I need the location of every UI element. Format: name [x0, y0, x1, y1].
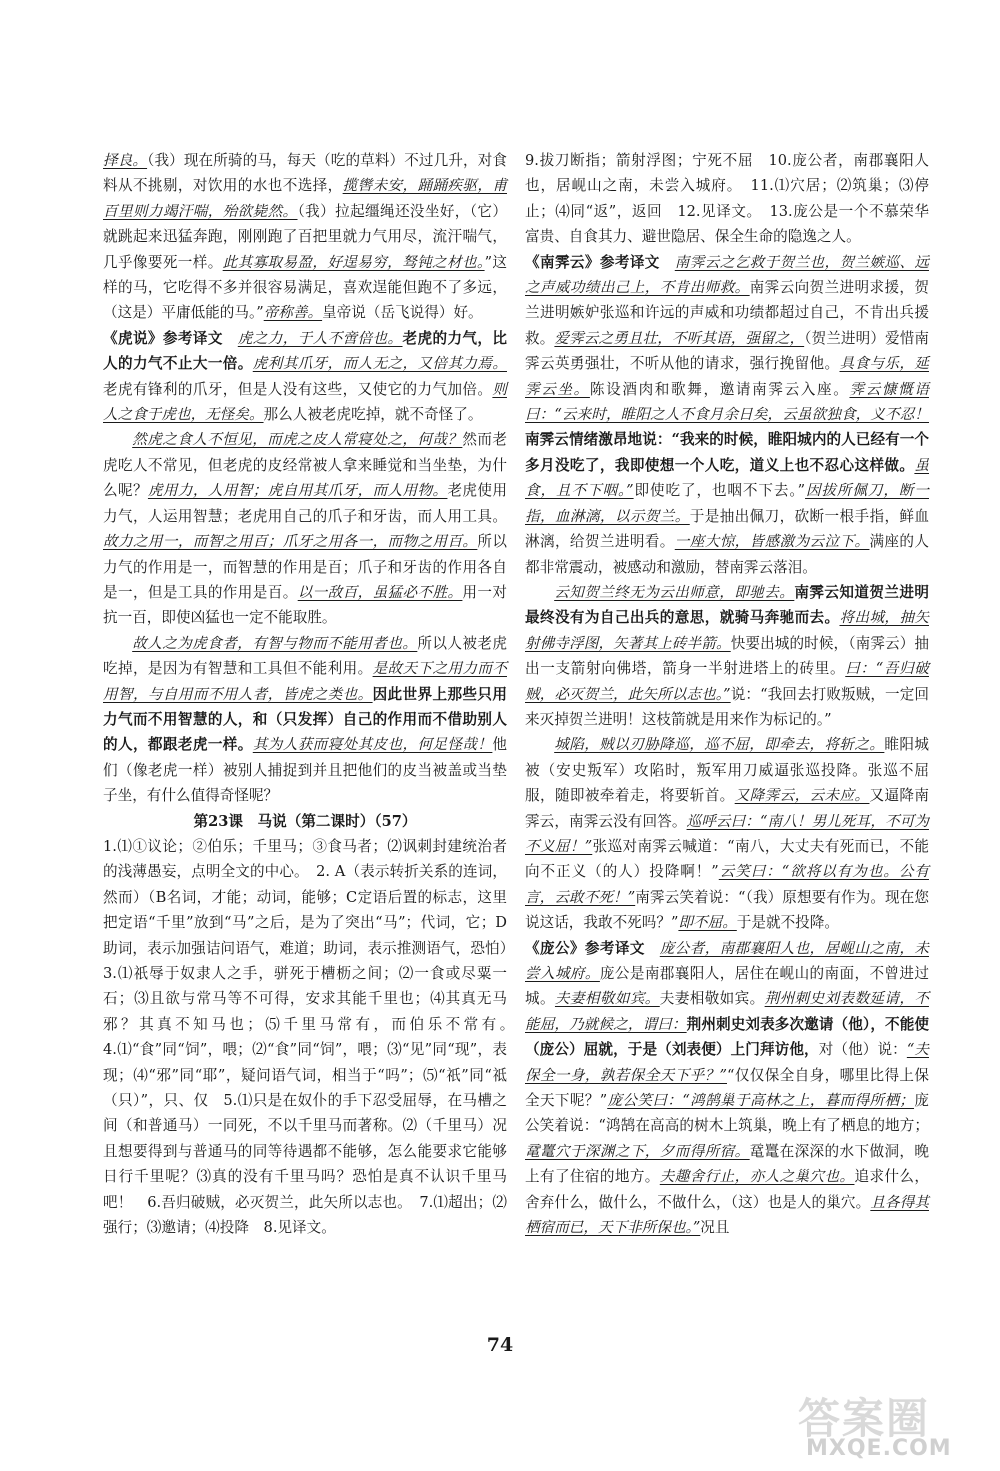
- text-run: 1.⑴①议论；②伯乐；千里马；③食马者；⑵讽刺封建统治者的浅薄愚妄，点明全文的中心。 2. A（表示转折关系的连词，然而）（B名词，才能；动词，能够；C定语后置的标志，这里把定语“千里”放到“马”之后，是为了突出“马”；代词，它；D助词，表示加强诘问语气，难道；助词，表示推测语气，恐怕） 3.⑴祇辱于奴隶人之手，骈死于槽枥之间；⑵一食或尽粟一石；⑶且欲与常马等不可得，安求其能千里也；⑷其真无马邪？其真不知马也；⑸千里马常有，而伯乐不常有。 4.⑴“食”同“饲”，喂；⑵“食”同“饲”，喂；⑶“见”同“现”，表现；⑷“邪”同“耶”，疑问语气词，相当于“吗”；⑸“祇”同“祗（只）”，只、仅 5.⑴只是在奴仆的手下忍受屈辱，在马槽之间（和普通马）一同死，不以千里马而著称。⑵（千里马）况且想要得到与普通马的同等待遇都不能够，怎么能要求它能够日行千里呢？⑶真的没有千里马吗？恐怕是真不认识千里马吧！ 6.吾归破贼，必灭贺兰，此矢所以志也。 7.⑴超出；⑵强行；⑶邀请；⑷投降 8.见译文。: [103, 837, 522, 1237]
- original-text-underlined: 云知贺兰终无为云出师意，即驰去。: [554, 583, 795, 601]
- original-text-underlined: 云笑曰：“欲将以有为也。公有言，云敢不死！”: [525, 863, 929, 906]
- left-column: [103, 148, 522, 1320]
- original-text-underlined: 巡呼云曰：“南八！男儿死耳，不可为不义屈！”: [525, 812, 929, 855]
- paragraph: [525, 580, 929, 732]
- paragraph: [103, 834, 522, 1241]
- original-text-underlined: 霁云慷慨语曰：“云来时，睢阳之人不食月余日矣，云虽欲独食，义不忍！: [525, 380, 929, 424]
- original-text-underlined: 择良。: [103, 152, 148, 169]
- text-run: 张巡对南霁云喊道：“南八，大丈夫有死而已，不能向不正义（的人）投降啊！”: [525, 837, 929, 881]
- text-run: 满座的人都非常震动，被感动和激励，替南霁云落泪。: [525, 533, 929, 576]
- original-text-underlined: 是故天下之用力而不用智，与自用而不用人者，皆虎之类也。: [103, 660, 507, 703]
- text-run: 夫妻相敬如宾。: [659, 990, 765, 1008]
- original-text-underlined: 爱霁云之勇且壮，不听其语，强留之，: [554, 329, 805, 347]
- paragraph: [103, 148, 507, 326]
- text-run: （我）现在所骑的马，每天（吃的草料）不过几升，对食料从不挑剔，对饮用的水也不选择，: [103, 152, 507, 195]
- translation-bold: 南霁云知道贺兰进明最终没有为自己出兵的意思，就骑马奔驰而去。: [525, 583, 929, 627]
- original-text-underlined: 其为人获而寝处其皮也，何足怪哉！: [252, 736, 493, 754]
- right-column: [525, 148, 929, 1320]
- original-text-underlined: 则人之食于虎也，无怪矣。: [103, 380, 507, 424]
- watermark-url: MXQE.COM: [806, 1436, 952, 1461]
- original-text-underlined: 故力之用一，而智之用百；爪牙之用各一，而物之用百。: [103, 533, 478, 551]
- original-text-underlined: 一座大惊，皆感激为云泣下。: [674, 533, 870, 551]
- original-text-underlined: 荆州刺史刘表数延请，不能屈，乃就候之，谓曰：: [525, 990, 929, 1033]
- text-run: 用一对抗一百，即使凶猛也一定不能取胜。: [103, 583, 507, 627]
- watermark-main: 答案圈: [798, 1394, 931, 1443]
- text-run: 对（他）说：: [818, 1041, 907, 1059]
- original-text-underlined: 虎用力，人用智；虎自用其爪牙，而人用物。: [147, 482, 448, 500]
- translation-bold: 南霁云情绪激昂地说：“我来的时候，睢阳城内的人已经有一个多月没吃了，我即使想一个人吃，道义上也不忍心这样做。: [525, 431, 929, 474]
- translation-bold: 荆州刺史刘表多次邀请（他），不能使（庞公）屈就，于是（刘表便）上门拜访他，: [525, 1015, 929, 1059]
- watermark-logo: [798, 1386, 986, 1464]
- text-run: 然而老虎吃人不常见，但老虎的皮经常被人拿来睡觉和当坐垫，为什么呢？: [103, 431, 507, 500]
- translation-bold: 《庞公》参考译文: [525, 939, 660, 957]
- original-text-underlined: 此其寡取易盈，好逞易穷，驽钝之材也。: [222, 253, 485, 271]
- original-text-underlined: 庞公笑曰：“鸿鹄巢于高林之上，暮而得所栖；: [607, 1092, 915, 1110]
- text-run: 即使吃了，也咽不下去。”: [633, 482, 806, 500]
- text-run: 南霁云向贺兰进明求援，贺兰进明嫉妒张巡和许远的声威和功绩都超过自己，不肯出兵援救。: [525, 279, 929, 347]
- text-run: 于是就不投降。: [736, 914, 839, 932]
- original-text-underlined: 以一敌百，虽猛必不胜。: [297, 583, 463, 601]
- original-text-underlined: 故人之为虎食者，有智与物而不能用者也。: [132, 634, 418, 652]
- text-run: ”这样的马，它吃得不多并很容易满足，喜欢逞能但跑不了多远，（这是）平庸低能的马。”: [103, 253, 507, 322]
- text-run: 鼋鼍在深深的水下做洞，晚上有了住宿的地方。: [525, 1142, 929, 1186]
- original-text-underlined: 虎之力，于人不啻倍也。: [237, 329, 403, 347]
- text-run: 他们（像老虎一样）被别人捕捉到并且把他们的皮当被盖或当垫子坐，有什么值得奇怪呢？: [103, 736, 507, 805]
- original-text-underlined: 庞公者，南郡襄阳人也，居岘山之南，未尝入城府。: [525, 939, 929, 982]
- translation-bold: 《虎说》参考译文: [103, 329, 238, 347]
- original-text-underlined: 具食与乐，延霁云坐。: [525, 355, 929, 398]
- text-run: “仅仅保全自身，哪里比得上保全天下呢？”: [525, 1066, 929, 1110]
- original-text-underlined: 虽食，且不下咽。”: [525, 456, 929, 500]
- translation-bold: 《南霁云》参考译文: [525, 253, 675, 271]
- original-text-underlined: 且各得其栖宿而已，天下非所保也。”: [525, 1193, 929, 1237]
- original-text-underlined: 帝称善。: [263, 304, 323, 322]
- text-run: 所以力气的作用是一，而智慧的作用是百；爪子和牙齿的作用各自是一，但是工具的作用是百。: [103, 533, 507, 601]
- text-run: 皇帝说（岳飞说得）好。: [322, 304, 483, 322]
- original-text-underlined: 因拔所佩刀，断一指，血淋漓，以示贺兰。: [525, 482, 929, 525]
- original-text-underlined: 南霁云之乞救于贺兰也，贺兰嫉巡、远之声威功绩出己上，不肯出师救。: [525, 253, 929, 297]
- original-text-underlined: 揽辔未安，踊踊疾驱，甫百里则力竭汗喘，殆欲毙然。: [103, 177, 507, 220]
- translation-bold: 老虎的力气，比人的力气不止大一倍。: [103, 329, 507, 373]
- text-run: 陈设酒肉和歌舞，邀请南霁云入座。: [589, 380, 850, 398]
- paragraph: [525, 148, 929, 250]
- original-text-underlined: 城陷，贼以刃胁降巡，巡不屈，即牵去，将斩之。: [554, 736, 885, 754]
- text-run: 那么人被老虎吃掉，就不奇怪了。: [263, 406, 483, 424]
- text-run: 所以人被老虎吃掉，是因为有智慧和工具但不能利用。: [103, 634, 507, 678]
- text-run: 追求什么，舍弃什么，做什么，不做什么，（这）也是人的巢穴。: [525, 1168, 929, 1211]
- text-run: 又逼降南霁云，南霁云没有回答。: [525, 787, 929, 830]
- original-text-underlined: “夫保全一身，孰若保全天下乎？”: [525, 1041, 929, 1084]
- text-run: 南霁云笑着说：“（我）原想要有作为。现在您说这话，我敢不死吗？”: [525, 888, 929, 932]
- paragraph: [525, 732, 929, 935]
- original-text-underlined: 鼋鼍穴于深渊之下，夕而得所宿。: [525, 1142, 750, 1160]
- paragraph: [103, 631, 507, 809]
- original-text-underlined: 将出城，抽矢射佛寺浮图，矢著其上砖半箭。: [525, 609, 929, 652]
- text-run: 庞公是南郡襄阳人，居住在岘山的南面，不曾进过城。: [525, 965, 929, 1008]
- text-run: 老虎有锋利的爪牙，但是人没有这些，又使它的力气加倍。: [103, 380, 493, 398]
- original-text-underlined: 即不屈。: [678, 914, 737, 932]
- original-text-underlined: 又降霁云，云未应。: [734, 787, 870, 805]
- text-run: 庞公笑着说：“鸿鹄在高高的树木上筑巢，晚上有了栖息的地方；: [525, 1092, 929, 1135]
- paragraph: [525, 936, 929, 1241]
- paragraph: [525, 250, 929, 580]
- text-run: 9.拔刀断指；箭射浮图；宁死不屈 10.庞公者，南郡襄阳人也，居岘山之南，未尝入城府。 11.⑴穴居；⑵筑巢；⑶停止；⑷同“返”，返回 12.见译文。 13.庞公是一个不慕荣华富贵、自食其力、避世隐居、保全生命的隐逸之人。: [525, 152, 929, 246]
- paragraph: [103, 326, 507, 428]
- page-number: 74: [486, 1334, 514, 1356]
- original-text-underlined: 曰：“吾归破贼，必灭贺兰，此矢所以志也。”: [525, 660, 929, 703]
- text-run: （我）拉起缰绳还没坐好，（它）就跳起来迅猛奔跑，刚刚跑了百把里就力气用尽，流汗喘气，几乎像要死一样。: [103, 202, 507, 271]
- lesson-heading: 第23课 马说（第二课时）（57）: [193, 812, 417, 830]
- original-text-underlined: 然虎之食人不恒见，而虎之皮人常寝处之，何哉？: [132, 431, 463, 449]
- translation-bold: 因此世界上那些只用力气而不用智慧的人，和（只发挥）自己的作用而不借助别人的人，都跟老虎一样。: [103, 685, 507, 754]
- text-run: 睢阳城被（安史叛军）攻陷时，叛军用刀威逼张巡投降。张巡不屈服，随即被牵着走，将要斩首。: [525, 736, 929, 805]
- original-text-underlined: 夫妻相敬如宾。: [554, 990, 660, 1008]
- text-run: 于是抽出佩刀，砍断一根手指，鲜血淋漓，给贺兰进明看。: [525, 507, 929, 551]
- paragraph: [103, 427, 507, 630]
- text-run: 老虎使用力气，人运用智慧；老虎用自己的爪子和牙齿，而人用工具。: [103, 482, 507, 525]
- text-run: （贺兰进明）爱惜南霁云英勇强壮，不听从他的请求，强行挽留他。: [525, 329, 929, 373]
- original-text-underlined: 虎利其爪牙，而人无之，又倍其力焉。: [252, 355, 507, 373]
- original-text-underlined: 夫趣舍行止，亦人之巢穴也。: [659, 1168, 855, 1186]
- text-run: 说：“我回去打败叛贼，一定回来灭掉贺兰进明！这枝箭就是用来作为标记的。”: [525, 685, 929, 728]
- text-run: 快要出城的时候，（南霁云）抽出一支箭射向佛塔，箭身一半射进塔上的砖里。: [525, 634, 929, 678]
- text-run: 况且: [700, 1219, 730, 1237]
